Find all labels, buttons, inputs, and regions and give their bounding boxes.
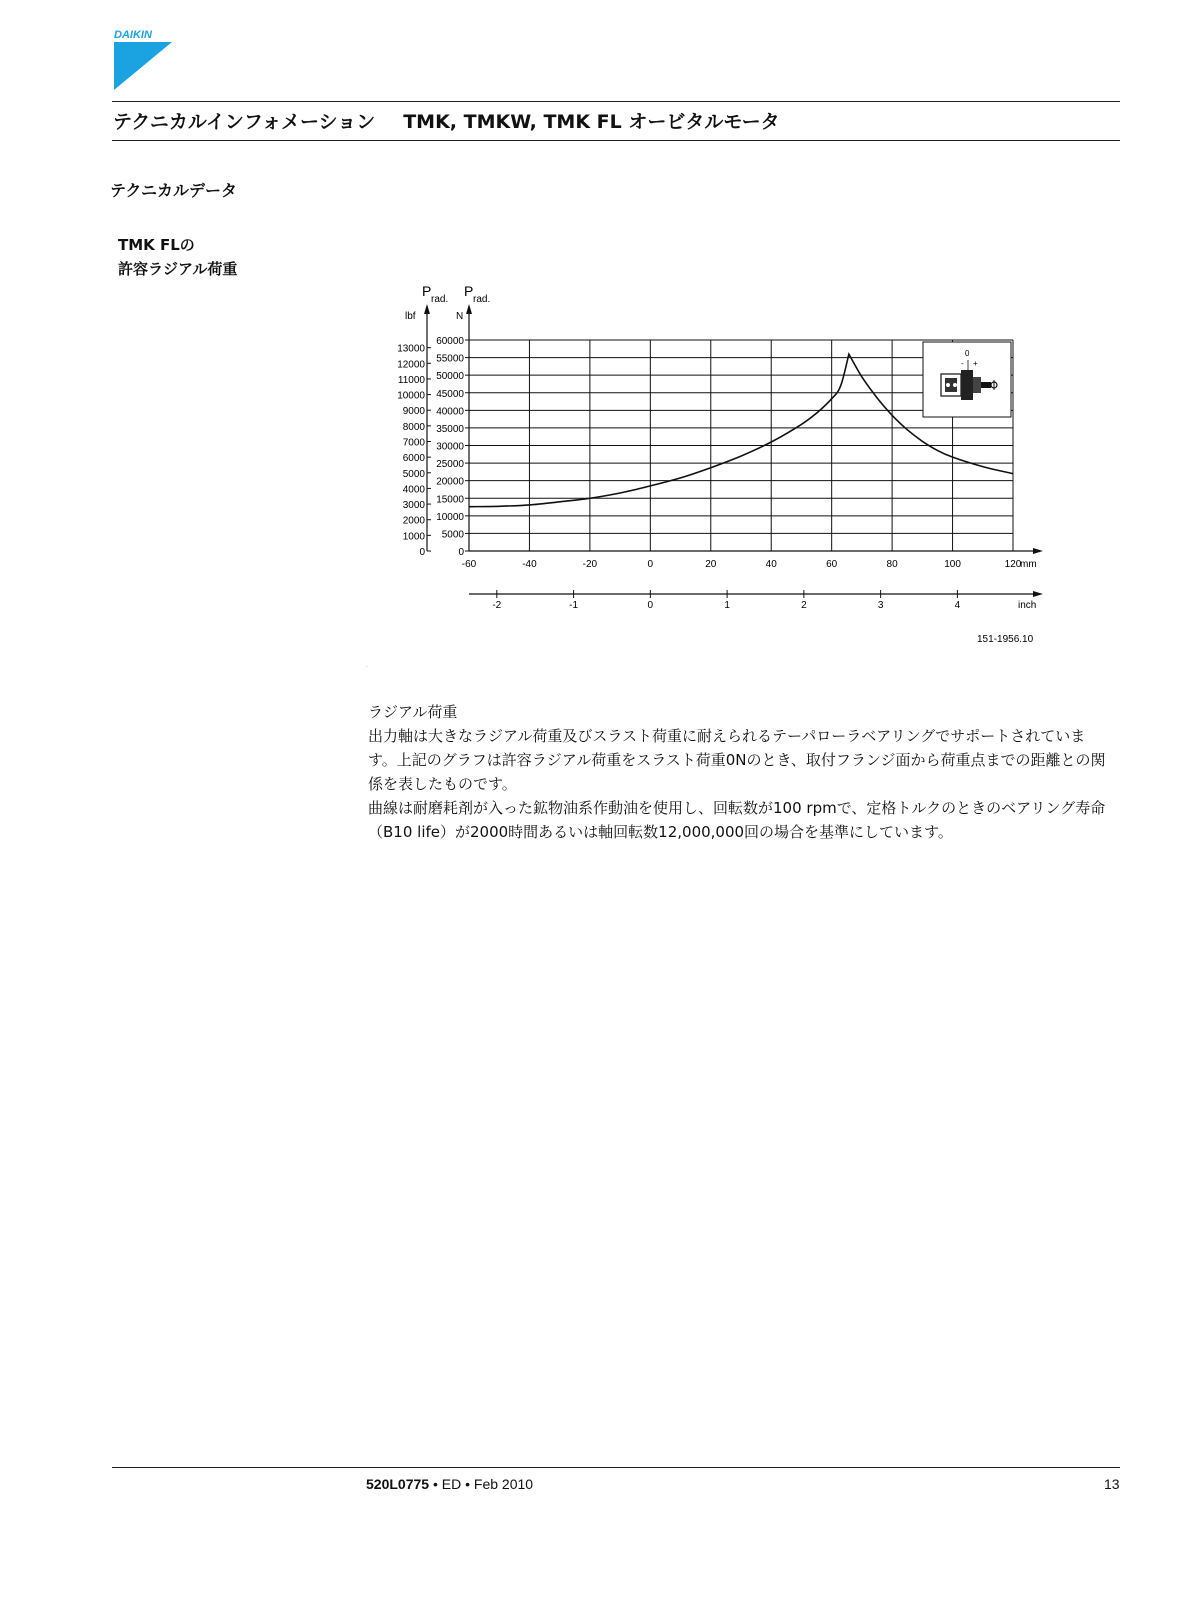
body-paragraph-1: 出力軸は大きなラジアル荷重及びスラスト荷重に耐えられるテーパローラベアリングでサポートされています。上記のグラフは許容ラジアル荷重をスラスト荷重0Nのとき、取付フランジ面から荷重点までの距離との関係を表したものです。 [368,727,1106,793]
y-tick-label-n: 50000 [436,371,464,383]
y-left-symbol: P [422,283,432,299]
y-tick-label-n: 15000 [436,494,464,506]
y-right-symbol: P [464,283,474,299]
x-tick-label-mm: 0 [647,559,654,570]
y-tick-label-lbf: 3000 [402,500,425,512]
x-tick-label-mm: 40 [765,559,777,570]
body-heading: ラジアル荷重 [368,703,458,721]
logo-triangle [114,42,172,90]
y-tick-label-lbf: 9000 [402,406,425,418]
y-tick-label-lbf: 5000 [402,468,425,480]
y-axis-n-arrow [466,304,472,314]
x-tick-label-inch: 1 [724,600,730,611]
x-tick-label-mm: 120 [1004,559,1022,570]
motor-inset [923,342,1011,417]
footer-doc-info [366,1476,533,1492]
y-tick-label-lbf: 2000 [402,515,425,527]
y-tick-label-n: 0 [458,547,464,558]
y-axis-lbf-arrow [424,304,430,314]
y-tick-label-n: 35000 [436,423,464,435]
stray-dot: . [366,662,368,669]
y-right-unit: N [456,311,464,322]
y-tick-label-n: 40000 [436,406,464,418]
x-tick-label-mm: -60 [461,559,477,570]
x-tick-label-inch: -2 [492,600,502,611]
y-tick-label-lbf: 1000 [402,531,425,543]
x-tick-label-inch: 2 [801,600,807,611]
y-tick-label-lbf: 12000 [397,359,425,371]
x-axis-inch-arrow [1033,591,1043,597]
x-tick-label-mm: 60 [826,559,838,570]
x-tick-label-inch: 4 [954,600,961,611]
page-title-right: TMK, TMKW, TMK FL オービタルモータ [403,111,780,133]
y-tick-label-lbf: 13000 [397,343,425,355]
x-axis-mm-arrow [1033,548,1043,554]
y-right-subscript: rad. [473,294,491,305]
x-inch-unit: inch [1018,600,1037,611]
footer-doc-code: 520L0775 [366,1476,430,1492]
figure-code: 151-1956.10 [977,634,1034,645]
body-text [368,700,1108,844]
footer-date: Feb 2010 [473,1476,534,1492]
y-tick-label-lbf: 6000 [402,453,425,465]
inset-plus-label: + [973,359,978,368]
section-heading: テクニカルデータ [110,181,238,200]
inset-minus-label: - [961,359,964,368]
x-tick-label-mm: -20 [582,559,598,570]
footer-rule [112,1467,1120,1468]
page-number: 13 [1104,1476,1120,1492]
sub-heading-line2: 許容ラジアル荷重 [118,260,238,278]
x-tick-label-inch: -1 [569,600,579,611]
y-tick-label-n: 25000 [436,459,464,471]
sub-heading-line1: TMK FLの [118,236,195,254]
y-tick-label-n: 20000 [436,476,464,488]
y-tick-label-lbf: 11000 [397,374,425,386]
body-paragraph-2: 曲線は耐磨耗剤が入った鉱物油系作動油を使用し、回転数が100 rpmで、定格トルクのときのベアリング寿命（B10 life）が2000時間あるいは軸回転数12,000,000回の場合を基準にしています。 [368,799,1106,841]
footer-separator: • [461,1476,474,1492]
y-left-subscript: rad. [431,294,449,305]
y-tick-label-n: 60000 [436,336,464,347]
footer-separator: • [429,1476,442,1492]
x-mm-unit: mm [1020,559,1037,570]
y-tick-label-lbf: 7000 [402,437,425,449]
page-title [113,107,780,134]
y-tick-label-lbf: 10000 [397,390,425,402]
y-tick-label-n: 30000 [436,441,464,453]
page-title-left: テクニカルインフォメーション [113,111,376,133]
y-tick-label-lbf: 8000 [402,421,425,433]
x-tick-label-mm: 100 [944,559,961,570]
header-rule-top [112,101,1120,102]
daikin-logo [112,28,178,92]
radial-load-chart [380,278,1060,648]
y-tick-label-n: 5000 [441,529,464,541]
inset-zero-label: 0 [965,349,970,358]
logo-text: DAIKIN [114,29,152,41]
x-tick-label-inch: 0 [647,600,654,611]
x-tick-label-inch: 3 [877,600,884,611]
sub-heading [118,233,237,281]
y-left-unit: lbf [405,311,416,322]
x-tick-label-mm: 80 [886,559,898,570]
x-tick-label-mm: -40 [522,559,537,570]
y-tick-label-n: 45000 [436,388,464,400]
y-tick-label-n: 10000 [436,511,464,523]
footer-edition: ED [441,1476,462,1492]
y-tick-label-n: 55000 [436,353,464,365]
y-tick-label-lbf: 4000 [402,484,425,496]
x-tick-label-mm: 20 [705,559,717,570]
y-tick-label-lbf: 0 [419,547,425,558]
header-rule-bottom [112,140,1120,141]
